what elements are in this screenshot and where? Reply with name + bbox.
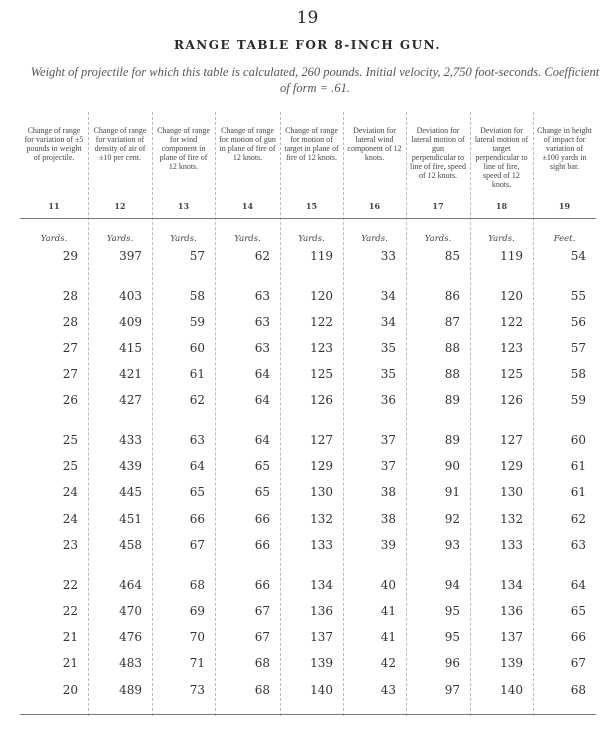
table-cell: 63 bbox=[254, 289, 270, 303]
table-cell: 91 bbox=[444, 485, 460, 499]
column-number: 19 bbox=[558, 201, 571, 211]
table-cell: 470 bbox=[119, 604, 142, 618]
table-cell: 120 bbox=[310, 289, 333, 303]
table-cell: 64 bbox=[189, 459, 205, 473]
column-header: Change of range for motion of gun in plane of fire of 12 knots. bbox=[219, 126, 276, 162]
column-number: 14 bbox=[241, 201, 254, 211]
table-cell: 66 bbox=[254, 512, 270, 526]
table-cell: 137 bbox=[310, 630, 333, 644]
table-cell: 415 bbox=[119, 341, 142, 355]
table-cell: 133 bbox=[500, 538, 523, 552]
table-cell: 38 bbox=[380, 512, 396, 526]
table-cell: 427 bbox=[119, 393, 142, 407]
table-cell: 68 bbox=[570, 683, 586, 697]
table-cell: 62 bbox=[570, 512, 586, 526]
table-cell: 85 bbox=[444, 249, 460, 263]
table-cell: 21 bbox=[62, 656, 78, 670]
table-cell: 26 bbox=[62, 393, 78, 407]
column-divider bbox=[343, 112, 344, 716]
table-cell: 458 bbox=[119, 538, 142, 552]
table-cell: 64 bbox=[254, 393, 270, 407]
table-cell: 139 bbox=[500, 656, 523, 670]
table-cell: 41 bbox=[380, 604, 396, 618]
table-cell: 66 bbox=[254, 538, 270, 552]
column-divider bbox=[88, 112, 89, 716]
table-cell: 90 bbox=[444, 459, 460, 473]
table-cell: 65 bbox=[189, 485, 205, 499]
table-cell: 67 bbox=[189, 538, 205, 552]
table-cell: 86 bbox=[444, 289, 460, 303]
table-cell: 66 bbox=[570, 630, 586, 644]
table-cell: 89 bbox=[444, 433, 460, 447]
column-divider bbox=[533, 112, 534, 716]
table-cell: 433 bbox=[119, 433, 142, 447]
table-cell: 66 bbox=[254, 578, 270, 592]
table-cell: 120 bbox=[500, 289, 523, 303]
table-cell: 28 bbox=[62, 289, 78, 303]
table-title: RANGE TABLE FOR 8-INCH GUN. bbox=[173, 38, 441, 52]
range-table bbox=[20, 112, 596, 716]
table-cell: 126 bbox=[500, 393, 523, 407]
column-unit: Yards. bbox=[170, 234, 197, 244]
table-cell: 24 bbox=[62, 512, 78, 526]
table-cell: 125 bbox=[500, 367, 523, 381]
table-cell: 67 bbox=[254, 604, 270, 618]
table-cell: 95 bbox=[444, 604, 460, 618]
table-cell: 73 bbox=[189, 683, 205, 697]
column-number: 15 bbox=[305, 201, 318, 211]
table-cell: 39 bbox=[380, 538, 396, 552]
table-cell: 130 bbox=[310, 485, 333, 499]
table-cell: 60 bbox=[189, 341, 205, 355]
column-header: Change of range for motion of target in plane of fire of 12 knots. bbox=[284, 126, 339, 162]
table-cell: 63 bbox=[189, 433, 205, 447]
column-unit: Yards. bbox=[40, 234, 68, 244]
table-cell: 119 bbox=[310, 249, 333, 263]
table-cell: 134 bbox=[310, 578, 333, 592]
table-cell: 37 bbox=[380, 459, 396, 473]
table-cell: 57 bbox=[189, 249, 205, 263]
column-number: 11 bbox=[48, 201, 60, 211]
table-cell: 23 bbox=[62, 538, 78, 552]
table-cell: 140 bbox=[500, 683, 523, 697]
table-cell: 41 bbox=[380, 630, 396, 644]
column-header: Deviation for lateral motion of target perpendicular to line of fire, speed of 12 knots. bbox=[474, 126, 529, 189]
table-cell: 22 bbox=[62, 578, 78, 592]
table-cell: 421 bbox=[119, 367, 142, 381]
table-cell: 68 bbox=[254, 656, 270, 670]
table-cell: 409 bbox=[119, 315, 142, 329]
table-cell: 89 bbox=[444, 393, 460, 407]
table-cell: 134 bbox=[500, 578, 523, 592]
table-cell: 55 bbox=[570, 289, 586, 303]
column-number: 17 bbox=[432, 201, 444, 211]
table-cell: 136 bbox=[500, 604, 523, 618]
column-unit: Yards. bbox=[234, 234, 261, 244]
table-cell: 59 bbox=[189, 315, 205, 329]
column-header: Change of range for variation of density of air of ±10 per cent. bbox=[93, 126, 147, 162]
table-cell: 96 bbox=[444, 656, 460, 670]
table-cell: 71 bbox=[189, 656, 205, 670]
table-cell: 37 bbox=[380, 433, 396, 447]
column-header: Change of range for wind component in plane of fire of 12 knots. bbox=[157, 126, 210, 171]
table-cell: 127 bbox=[310, 433, 333, 447]
table-cell: 93 bbox=[444, 538, 460, 552]
table-cell: 88 bbox=[444, 341, 460, 355]
table-cell: 88 bbox=[444, 367, 460, 381]
table-cell: 56 bbox=[570, 315, 586, 329]
table-cell: 40 bbox=[380, 578, 396, 592]
table-cell: 27 bbox=[62, 367, 78, 381]
table-cell: 61 bbox=[570, 485, 586, 499]
table-cell: 445 bbox=[119, 485, 142, 499]
column-divider bbox=[470, 112, 471, 716]
table-cell: 125 bbox=[310, 367, 333, 381]
column-unit: Yards. bbox=[424, 234, 452, 244]
table-cell: 67 bbox=[254, 630, 270, 644]
column-divider bbox=[280, 112, 281, 716]
column-header: Change of range for variation of ±5 pounds in weight of projectile. bbox=[24, 126, 84, 162]
column-number: 16 bbox=[368, 201, 381, 211]
table-cell: 34 bbox=[380, 315, 396, 329]
table-cell: 439 bbox=[119, 459, 142, 473]
table-cell: 87 bbox=[444, 315, 460, 329]
table-cell: 20 bbox=[62, 683, 78, 697]
table-cell: 68 bbox=[254, 683, 270, 697]
column-unit: Feet. bbox=[553, 234, 576, 244]
table-cell: 122 bbox=[500, 315, 523, 329]
table-cell: 59 bbox=[570, 393, 586, 407]
table-cell: 139 bbox=[310, 656, 333, 670]
column-number: 12 bbox=[114, 201, 126, 211]
table-cell: 464 bbox=[119, 578, 142, 592]
table-cell: 133 bbox=[310, 538, 333, 552]
table-cell: 25 bbox=[62, 459, 78, 473]
table-cell: 28 bbox=[62, 315, 78, 329]
table-cell: 123 bbox=[500, 341, 523, 355]
table-cell: 397 bbox=[119, 249, 142, 263]
table-cell: 36 bbox=[380, 393, 396, 407]
table-cell: 65 bbox=[254, 485, 270, 499]
table-cell: 140 bbox=[310, 683, 333, 697]
table-cell: 62 bbox=[254, 249, 270, 263]
table-cell: 35 bbox=[380, 341, 396, 355]
column-divider bbox=[406, 112, 407, 716]
table-cell: 21 bbox=[62, 630, 78, 644]
table-cell: 97 bbox=[444, 683, 460, 697]
table-cell: 483 bbox=[119, 656, 142, 670]
table-cell: 123 bbox=[310, 341, 333, 355]
table-cell: 129 bbox=[310, 459, 333, 473]
table-cell: 68 bbox=[189, 578, 205, 592]
table-cell: 127 bbox=[500, 433, 523, 447]
table-cell: 489 bbox=[119, 683, 142, 697]
table-cell: 67 bbox=[570, 656, 586, 670]
table-cell: 129 bbox=[500, 459, 523, 473]
table-cell: 65 bbox=[254, 459, 270, 473]
bottom-rule bbox=[20, 714, 596, 715]
table-cell: 126 bbox=[310, 393, 333, 407]
header-rule bbox=[20, 218, 596, 219]
table-cell: 33 bbox=[380, 249, 396, 263]
column-unit: Yards. bbox=[361, 234, 388, 244]
table-cell: 66 bbox=[189, 512, 205, 526]
table-cell: 132 bbox=[310, 512, 333, 526]
table-cell: 43 bbox=[380, 683, 396, 697]
page-number: 19 bbox=[296, 8, 319, 28]
table-cell: 132 bbox=[500, 512, 523, 526]
table-cell: 22 bbox=[62, 604, 78, 618]
table-cell: 403 bbox=[119, 289, 142, 303]
table-cell: 60 bbox=[570, 433, 586, 447]
table-cell: 29 bbox=[62, 249, 78, 263]
table-cell: 24 bbox=[62, 485, 78, 499]
table-cell: 58 bbox=[189, 289, 205, 303]
table-cell: 34 bbox=[380, 289, 396, 303]
table-cell: 137 bbox=[500, 630, 523, 644]
column-unit: Yards. bbox=[298, 234, 325, 244]
table-cell: 35 bbox=[380, 367, 396, 381]
table-cell: 62 bbox=[189, 393, 205, 407]
table-cell: 65 bbox=[570, 604, 586, 618]
column-header: Deviation for lateral wind component of 12 knots. bbox=[347, 126, 402, 162]
table-subtitle: Weight of projectile for which this table is calculated, 260 pounds. Initial velocity, 2,750 foot-seconds. Coefficient of form = .61. bbox=[30, 65, 600, 95]
table-cell: 25 bbox=[62, 433, 78, 447]
column-number: 13 bbox=[177, 201, 190, 211]
table-cell: 58 bbox=[570, 367, 586, 381]
table-cell: 69 bbox=[189, 604, 205, 618]
table-cell: 94 bbox=[444, 578, 460, 592]
table-cell: 57 bbox=[570, 341, 586, 355]
table-cell: 119 bbox=[500, 249, 523, 263]
table-cell: 122 bbox=[310, 315, 333, 329]
column-header: Change in height of impact for variation of ±100 yards in sight bar. bbox=[537, 126, 592, 171]
table-cell: 61 bbox=[570, 459, 586, 473]
column-divider bbox=[152, 112, 153, 716]
table-cell: 64 bbox=[254, 367, 270, 381]
table-cell: 130 bbox=[500, 485, 523, 499]
table-cell: 61 bbox=[189, 367, 205, 381]
table-cell: 38 bbox=[380, 485, 396, 499]
table-cell: 63 bbox=[254, 315, 270, 329]
table-cell: 42 bbox=[380, 656, 396, 670]
table-cell: 136 bbox=[310, 604, 333, 618]
table-cell: 63 bbox=[254, 341, 270, 355]
table-cell: 54 bbox=[570, 249, 586, 263]
table-cell: 64 bbox=[570, 578, 586, 592]
table-cell: 27 bbox=[62, 341, 78, 355]
column-unit: Yards. bbox=[488, 234, 515, 244]
table-cell: 63 bbox=[570, 538, 586, 552]
column-number: 18 bbox=[495, 201, 508, 211]
table-cell: 95 bbox=[444, 630, 460, 644]
column-header: Deviation for lateral motion of gun perpendicular to line of fire, speed of 12 knots. bbox=[410, 126, 466, 180]
table-cell: 476 bbox=[119, 630, 142, 644]
table-cell: 451 bbox=[119, 512, 142, 526]
table-cell: 64 bbox=[254, 433, 270, 447]
column-unit: Yards. bbox=[106, 234, 134, 244]
column-divider bbox=[215, 112, 216, 716]
table-cell: 92 bbox=[444, 512, 460, 526]
table-cell: 70 bbox=[189, 630, 205, 644]
